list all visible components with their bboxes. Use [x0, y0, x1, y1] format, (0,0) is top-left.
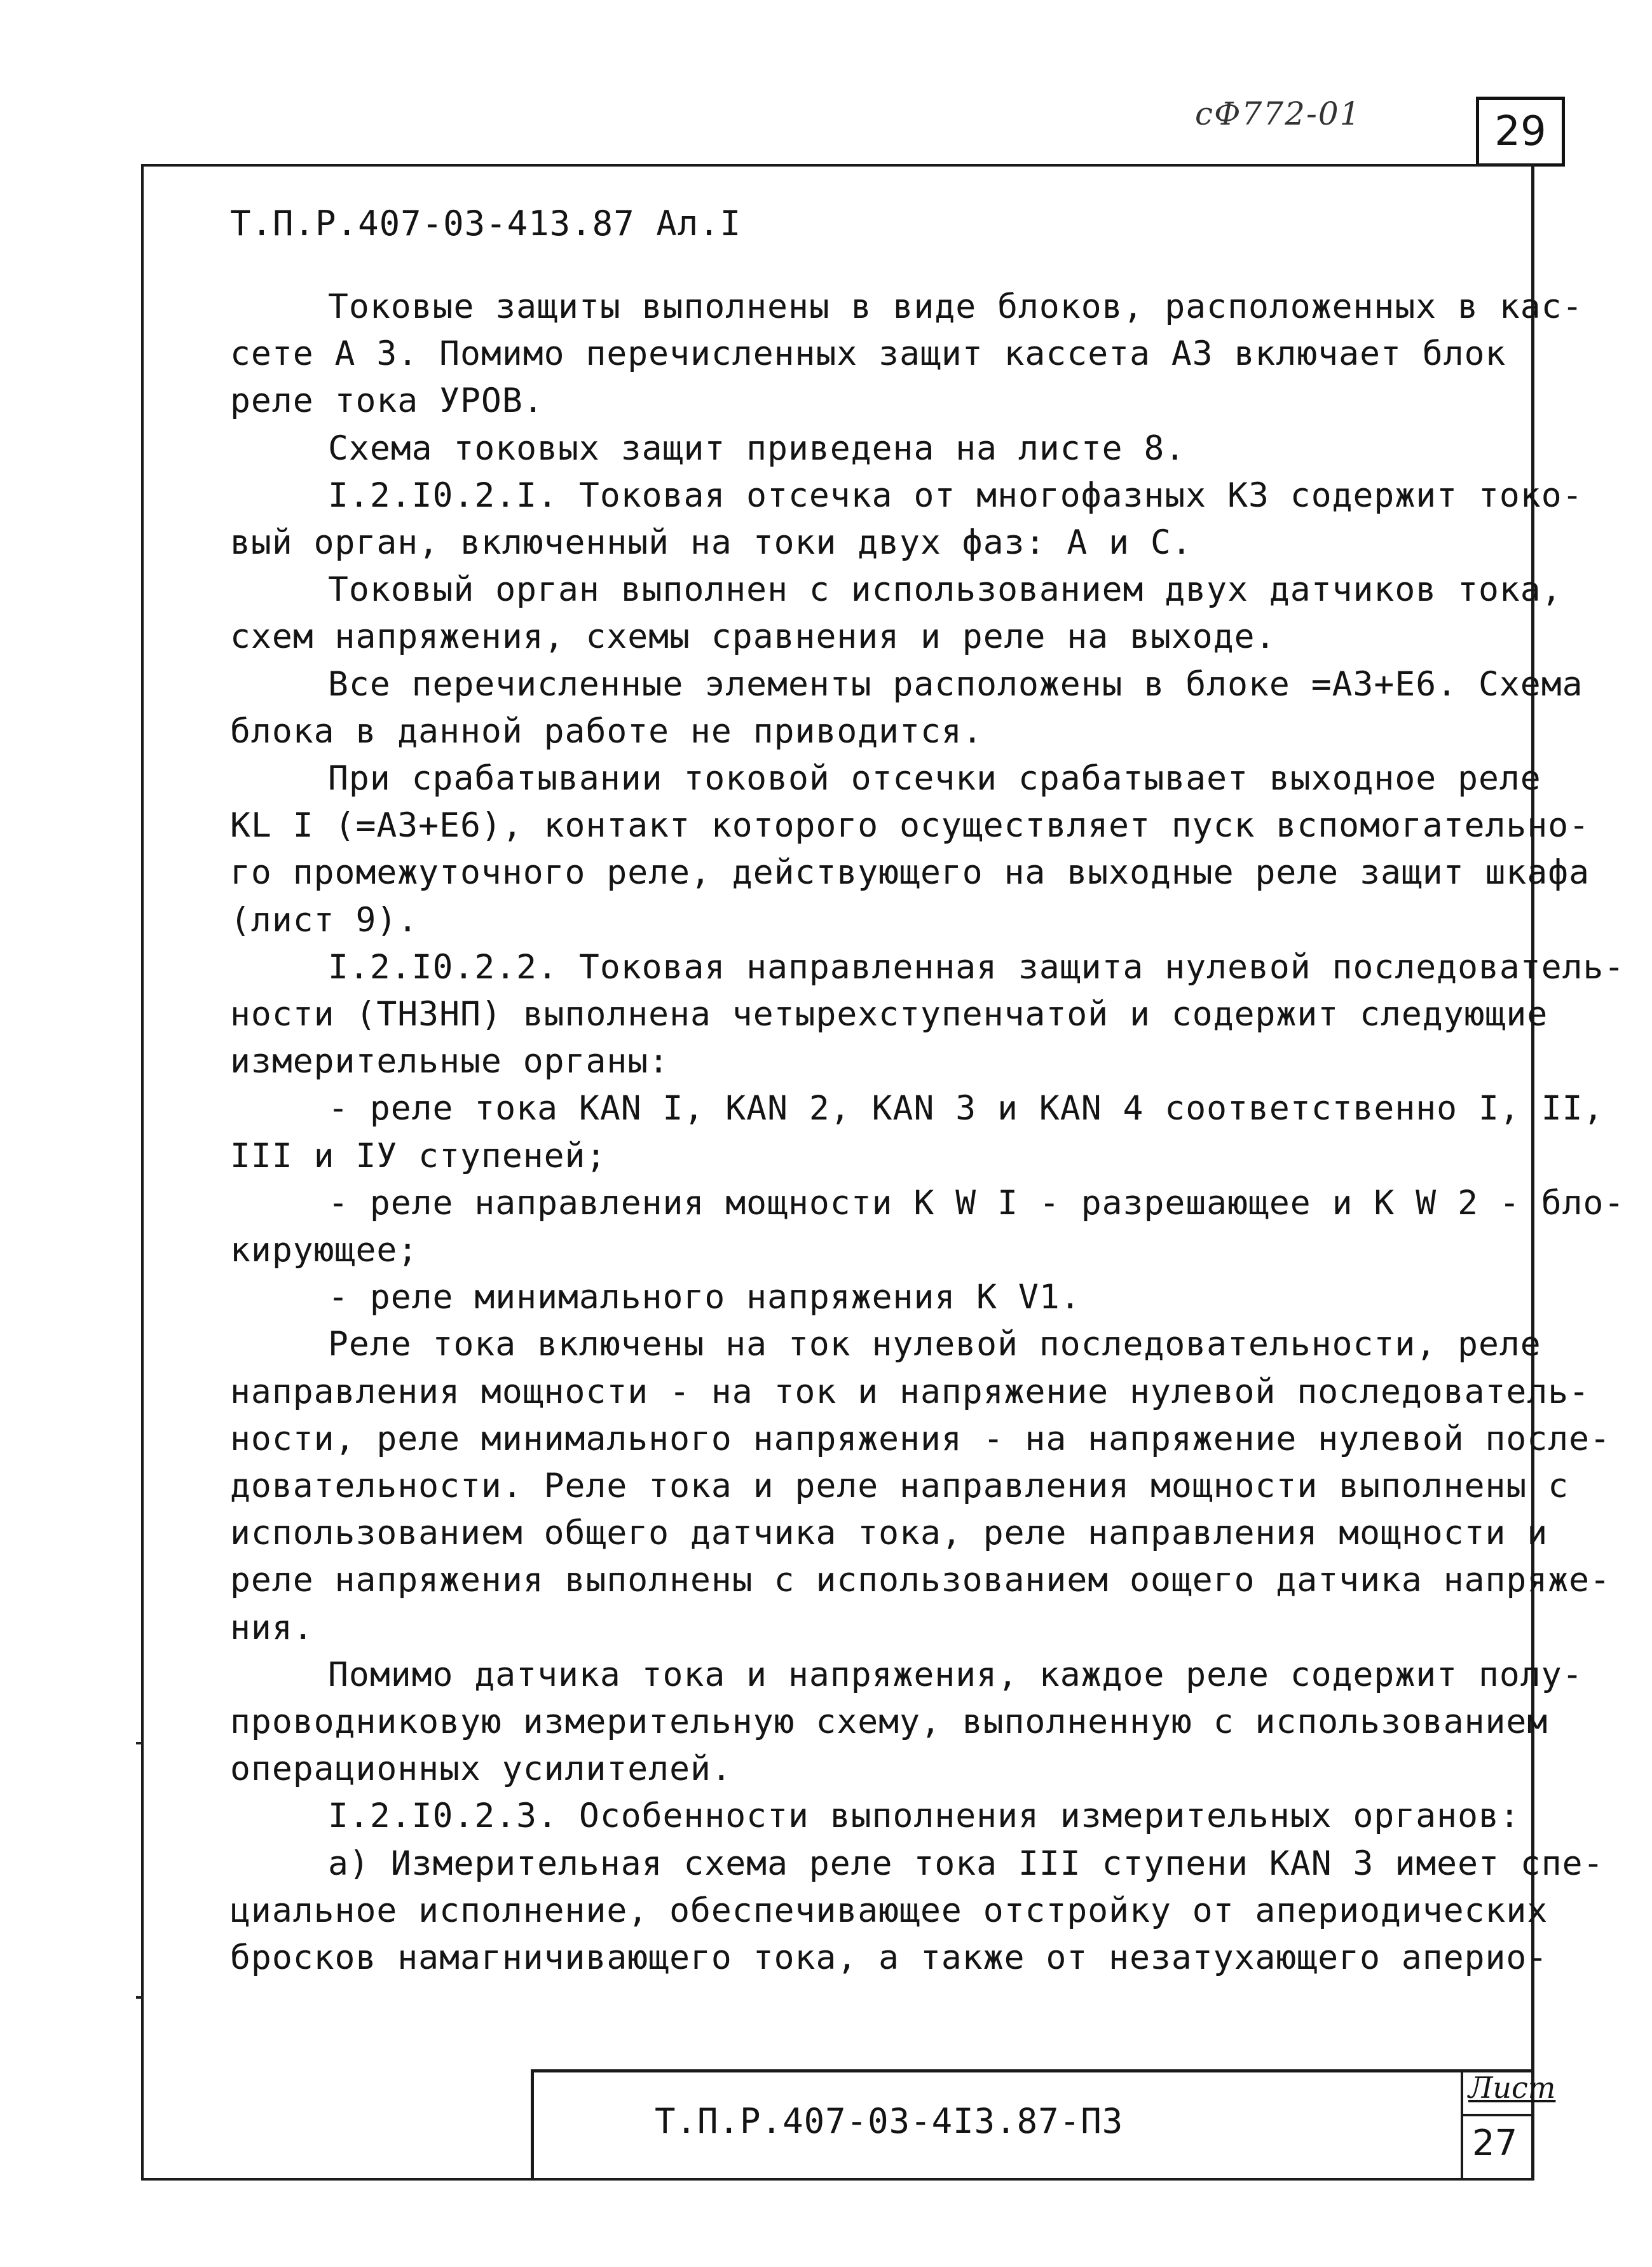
- text-line: При срабатывании токовой отсечки срабатывает выходное реле: [328, 759, 1541, 798]
- handwritten-archive-note: сФ772-01: [1195, 95, 1362, 132]
- text-line: ности, реле минимального напряжения - на напряжение нулевой после-: [230, 1420, 1611, 1458]
- text-line: Помимо датчика тока и напряжения, каждое реле содержит полу-: [328, 1655, 1583, 1694]
- text-line: I.2.I0.2.3. Особенности выполнения измерительных органов:: [328, 1797, 1520, 1835]
- text-line: довательности. Реле тока и реле направления мощности выполнены с: [230, 1467, 1569, 1505]
- text-line: схем напряжения, схемы сравнения и реле на выходе.: [230, 617, 1276, 656]
- text-line: Реле тока включены на ток нулевой последовательности, реле: [328, 1325, 1541, 1364]
- text-line: кирующее;: [230, 1231, 419, 1270]
- text-line: (лист 9).: [230, 901, 419, 940]
- text-line: циальное исполнение, обеспечивающее отстройку от апериодических: [230, 1891, 1548, 1930]
- text-line: Схема токовых защит приведена на листе 8.: [328, 429, 1186, 468]
- binding-tick: [136, 1996, 142, 1999]
- text-line: проводниковую измерительную схему, выполненную с использованием: [230, 1702, 1548, 1741]
- text-line: Все перечисленные элементы расположены в блоке =А3+Е6. Схема: [328, 665, 1583, 704]
- stamp-sheet-cell: [1461, 2069, 1556, 2181]
- text-line: III и IУ ступеней;: [230, 1137, 607, 1175]
- text-line: реле напряжения выполнены с использованием оощего датчика напряже-: [230, 1561, 1611, 1599]
- text-line: сете А 3. Помимо перечисленных защит кассета А3 включает блок: [230, 334, 1506, 373]
- text-line: ности (ТНЗНП) выполнена четырехступенчатой и содержит следующие: [230, 995, 1548, 1034]
- text-line: бросков намагничивающего тока, а также от незатухающего аперио-: [230, 1938, 1548, 1977]
- text-line: ния.: [230, 1608, 314, 1647]
- text-line: KL I (=А3+Е6), контакт которого осуществляет пуск вспомогательно-: [230, 806, 1590, 845]
- text-line: - реле направления мощности K W I - разрешающее и K W 2 - бло-: [328, 1184, 1625, 1223]
- text-line: использованием общего датчика тока, реле направления мощности и: [230, 1514, 1548, 1552]
- text-line: вый орган, включенный на токи двух фаз: А и С.: [230, 523, 1192, 562]
- text-line: - реле минимального напряжения K V1.: [328, 1278, 1081, 1317]
- text-line: операционных усилителей.: [230, 1750, 732, 1788]
- text-line: Токовые защиты выполнены в виде блоков, расположенных в кас-: [328, 287, 1583, 326]
- text-line: блока в данной работе не приводится.: [230, 712, 983, 751]
- sheet-number-box: 29: [1476, 97, 1565, 167]
- text-line: го промежуточного реле, действующего на выходные реле защит шкафа: [230, 853, 1590, 892]
- text-line: I.2.I0.2.I. Токовая отсечка от многофазных КЗ содержит токо-: [328, 476, 1583, 515]
- text-line: измерительные органы:: [230, 1042, 670, 1081]
- text-line: направления мощности - на ток и напряжение нулевой последователь-: [230, 1373, 1590, 1411]
- stamp-cell-divider: [1463, 2114, 1534, 2116]
- stamp-sheet-label: Лист: [1468, 2071, 1556, 2105]
- document-code-header: Т.П.Р.407-03-413.87 Ал.I: [230, 203, 742, 243]
- binding-tick: [136, 1742, 142, 1744]
- text-line: а) Измерительная схема реле тока III ступени KAN 3 имеет спе-: [328, 1844, 1604, 1883]
- text-line: реле тока УРОВ.: [230, 381, 544, 420]
- stamp-sheet-number: 27: [1472, 2123, 1518, 2164]
- text-line: I.2.I0.2.2. Токовая направленная защита нулевой последователь-: [328, 948, 1625, 987]
- text-line: - реле тока KAN I, KAN 2, KAN 3 и KAN 4 соответственно I, II,: [328, 1089, 1604, 1128]
- stamp-document-code: Т.П.Р.407-03-4I3.87-ПЗ: [655, 2101, 1124, 2141]
- text-line: Токовый орган выполнен с использованием двух датчиков тока,: [328, 570, 1562, 609]
